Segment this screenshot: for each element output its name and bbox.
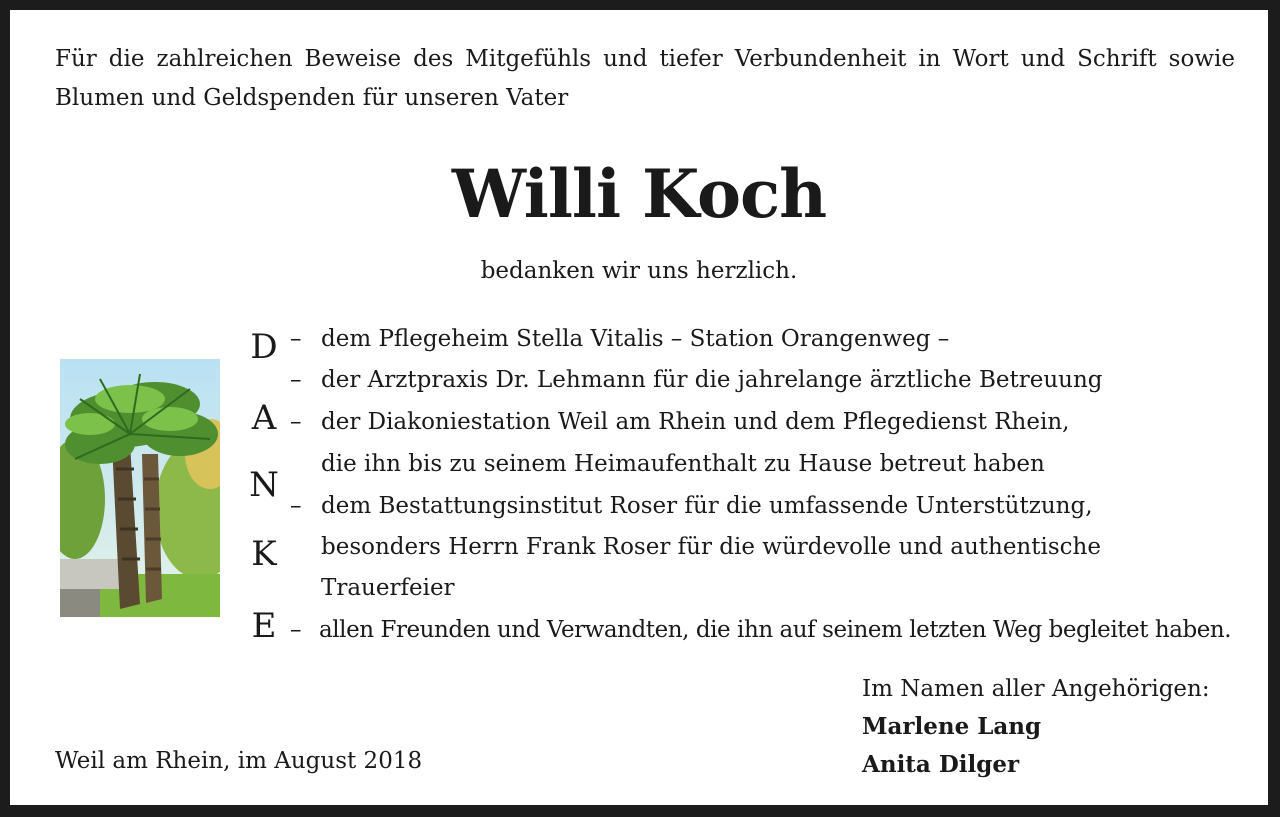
obituary-card — [10, 10, 1268, 805]
thanks-item-line: allen Freunden und Verwandten, die ihn auf seinem letzten Weg begleitet haben. — [319, 617, 1232, 643]
thanks-item-line: der Arztpraxis Dr. Lehmann für die jahrelange ärztliche Betreuung — [321, 367, 1103, 393]
thanks-item-line: Trauerfeier — [321, 575, 455, 601]
thanks-item-line: besonders Herrn Frank Roser für die würdevolle und authentische — [321, 534, 1101, 560]
acrostic-letter-e: E — [251, 606, 277, 646]
deceased-name: Willi Koch — [451, 155, 827, 233]
list-dash: – — [290, 617, 302, 643]
palm-tree-image — [60, 359, 220, 617]
signoff-label: Im Namen aller Angehörigen: — [862, 676, 1210, 702]
thanks-line: bedanken wir uns herzlich. — [480, 258, 798, 284]
signer-name: Anita Dilger — [862, 751, 1020, 778]
list-dash: – — [290, 493, 302, 519]
list-dash: – — [290, 326, 302, 352]
thanks-item-line: dem Pflegeheim Stella Vitalis – Station Orangenweg – — [321, 326, 950, 352]
list-dash: – — [290, 367, 302, 393]
place-and-date: Weil am Rhein, im August 2018 — [55, 748, 423, 774]
signer-name: Marlene Lang — [862, 713, 1042, 740]
palm-tree-photo — [60, 359, 220, 617]
acrostic-letter-k: K — [251, 534, 277, 574]
acrostic-letter-d: D — [250, 327, 278, 367]
thanks-item-line: die ihn bis zu seinem Heimaufenthalt zu Hause betreut haben — [321, 451, 1045, 477]
thanks-item-line: der Diakoniestation Weil am Rhein und dem Pflegedienst Rhein, — [321, 409, 1070, 435]
thanks-item-line: dem Bestattungsinstitut Roser für die umfassende Unterstützung, — [321, 493, 1093, 519]
intro-text: Für die zahlreichen Beweise des Mitgefühls und tiefer Verbundenheit in Wort und Schrift sowie Blumen und Geldspenden für unseren Vater — [55, 46, 1235, 111]
list-dash: – — [290, 409, 302, 435]
acrostic-letter-n: N — [249, 465, 279, 505]
signoff-block — [862, 670, 1210, 784]
acrostic-letter-a: A — [251, 398, 277, 438]
